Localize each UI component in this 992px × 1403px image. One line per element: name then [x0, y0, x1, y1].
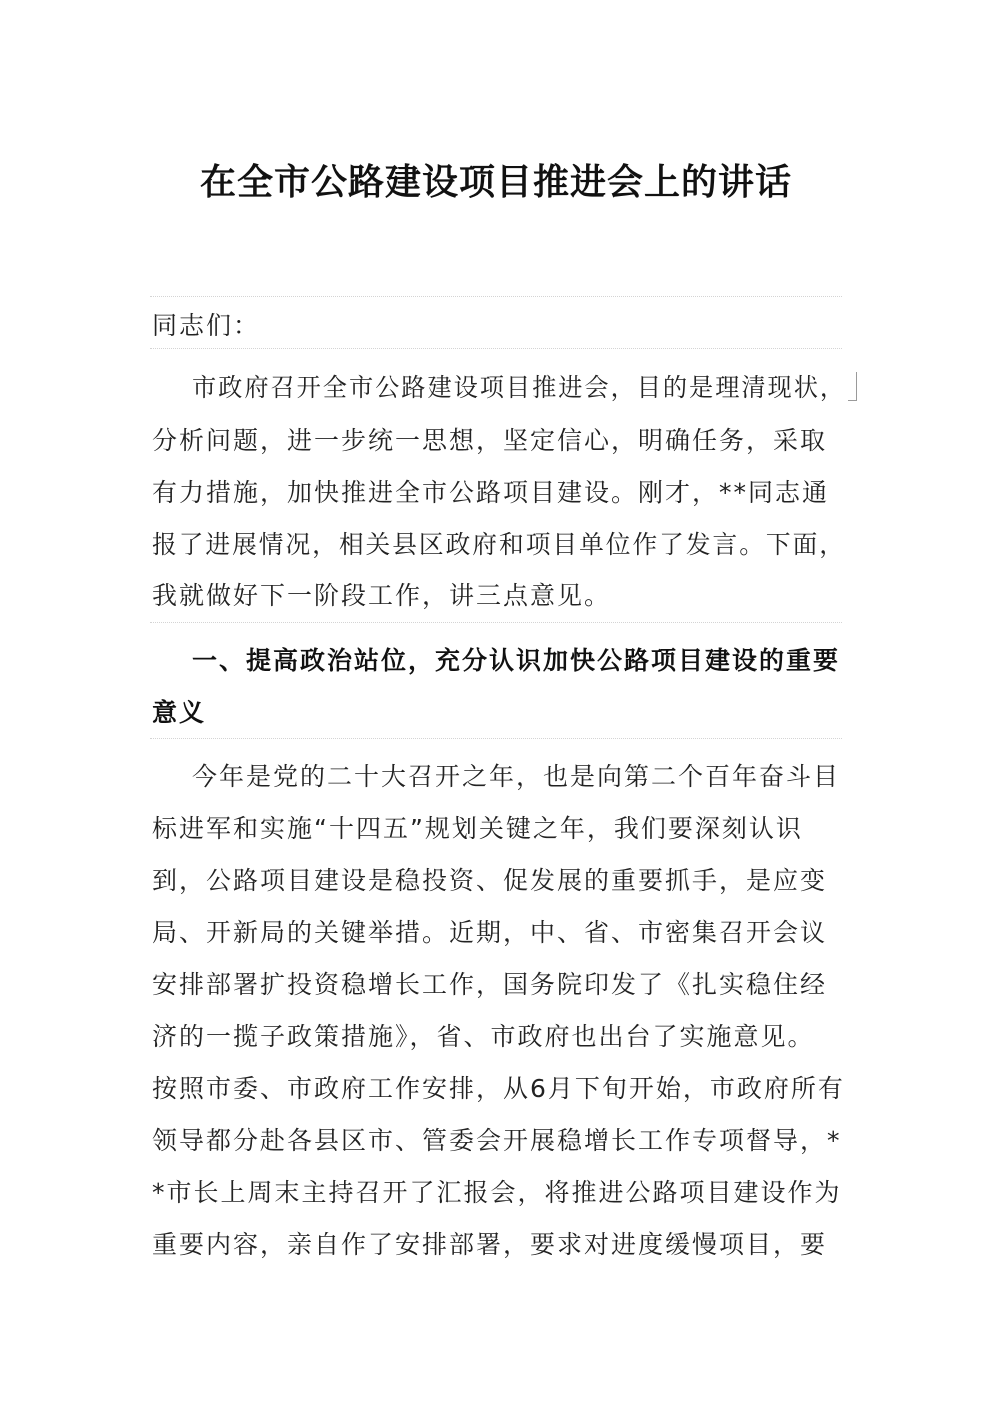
divider	[150, 738, 842, 739]
paragraph-line: 局、开新局的关键举措。近期，中、省、市密集召开会议	[152, 918, 828, 947]
paragraph-line: 按照市委、市政府工作安排，从6月下旬开始，市政府所有	[152, 1074, 845, 1103]
paragraph-line: 我就做好下一阶段工作，讲三点意见。	[152, 581, 612, 610]
paragraph-line: 重要内容，亲自作了安排部署，要求对进度缓慢项目，要	[152, 1230, 828, 1259]
section-heading: 一、提高政治站位，充分认识加快公路项目建设的重要	[192, 646, 841, 675]
paragraph-line: 今年是党的二十大召开之年，也是向第二个百年奋斗目	[192, 762, 841, 791]
paragraph-line: 安排部署扩投资稳增长工作，国务院印发了《扎实稳住经	[152, 970, 828, 999]
divider	[150, 622, 842, 623]
paragraph-line: 市政府召开全市公路建设项目推进会，目的是理清现状，	[192, 373, 847, 402]
paragraph-line: 分析问题，进一步统一思想，坚定信心，明确任务，采取	[152, 426, 828, 455]
document-title: 在全市公路建设项目推进会上的讲话	[199, 161, 792, 203]
divider	[150, 296, 842, 297]
paragraph-mark	[848, 372, 857, 401]
paragraph-line: *市长上周末主持召开了汇报会，将推进公路项目建设作为	[152, 1178, 842, 1207]
section-heading: 意义	[152, 698, 207, 727]
paragraph-line: 报了进展情况，相关县区政府和项目单位作了发言。下面，	[152, 530, 847, 559]
paragraph-line: 领导都分赴各县区市、管委会开展稳增长工作专项督导，*	[152, 1126, 842, 1155]
paragraph-line: 济的一揽子政策措施》，省、市政府也出台了实施意见。	[152, 1022, 815, 1051]
paragraph-line: 到，公路项目建设是稳投资、促发展的重要抓手，是应变	[152, 866, 828, 895]
salutation: 同志们：	[152, 311, 261, 340]
paragraph-line: 有力措施，加快推进全市公路项目建设。刚才，**同志通	[152, 478, 830, 507]
paragraph-line: 标进军和实施“十四五”规划关键之年，我们要深刻认识	[152, 814, 803, 843]
divider	[150, 348, 842, 349]
